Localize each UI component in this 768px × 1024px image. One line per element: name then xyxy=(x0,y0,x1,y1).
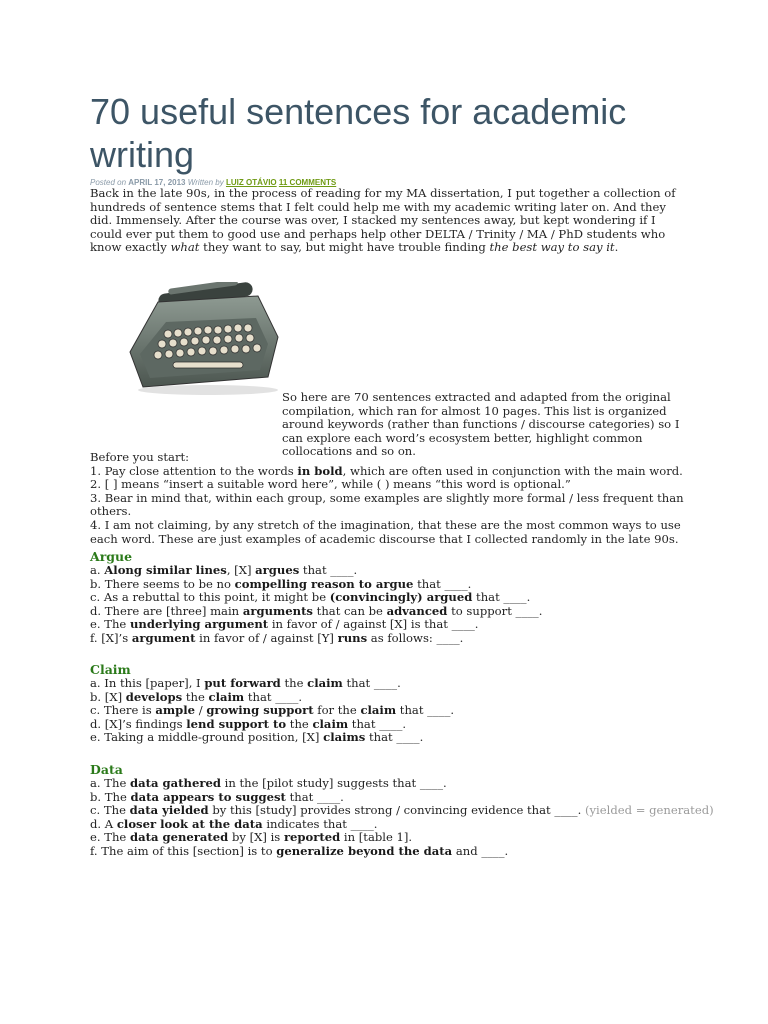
post-date: APRIL 17, 2013 xyxy=(128,178,186,187)
instruction-4: 4. I am not claiming, by any stretch of the imagination, that these are the most common ways to use each word. These are just examples of academic discourse that I collected randomly in the late 90s. xyxy=(90,517,681,546)
page-title: 70 useful sentences for academic writing xyxy=(90,91,627,175)
list-item: a. Along similar lines, [X] argues that ____. xyxy=(90,563,358,577)
list-item: e. The underlying argument in favor of / against [X] is that ____. xyxy=(90,617,479,631)
emphasis-what: what xyxy=(170,240,200,255)
list-item: e. The data generated by [X] is reported in [table 1]. xyxy=(90,830,413,844)
comments-link[interactable]: 11 COMMENTS xyxy=(278,178,337,187)
list-item: b. [X] develops the claim that ____. xyxy=(90,689,303,704)
typewriter-image xyxy=(118,282,283,397)
list-item: a. The data gathered in the [pilot study] suggests that ____. xyxy=(90,776,447,790)
list-item: b. There seems to be no compelling reason to argue that ____. xyxy=(90,576,472,591)
after-image-paragraph: So here are 70 sentences extracted and adapted from the original compilation, which ran for almost 10 pages. This list is organized around keywords (rather than functions / discourse categories) so I can explore each word’s ecosystem better, highlight common collocations and so on. xyxy=(282,390,680,459)
list-item: d. [X]’s findings lend support to the claim that ____. xyxy=(90,716,407,731)
list-item: a. In this [paper], I put forward the claim that ____. xyxy=(90,676,401,690)
section-heading-data: Data xyxy=(90,762,123,777)
claim-list xyxy=(90,677,686,745)
list-item: c. As a rebuttal to this point, it might be (convincingly) argued that ____. xyxy=(90,590,531,604)
instruction-2: 2. [ ] means “insert a suitable word here”, while ( ) means “this word is optional.” xyxy=(90,477,571,492)
argue-list xyxy=(90,564,686,645)
instruction-3: 3. Bear in mind that, within each group, some examples are slightly more formal / less frequent than others. xyxy=(90,490,684,519)
list-item: e. Taking a middle-ground position, [X] claims that ____. xyxy=(90,730,424,744)
list-item: f. The aim of this [section] is to generalize beyond the data and ____. xyxy=(90,843,509,858)
emphasis-best-way: the best way to say it xyxy=(489,240,615,255)
section-heading-argue: Argue xyxy=(90,549,133,564)
list-item: b. The data appears to suggest that ____. xyxy=(90,789,344,804)
written-by-label: Written by xyxy=(187,178,224,187)
list-item: f. [X]’s argument in favor of / against [Y] runs as follows: ____. xyxy=(90,630,464,645)
posted-on-label: Posted on xyxy=(90,178,127,187)
list-item: c. There is ample / growing support for the claim that ____. xyxy=(90,703,455,717)
list-item: d. There are [three] main arguments that can be advanced to support ____. xyxy=(90,603,543,618)
section-heading-claim: Claim xyxy=(90,662,131,677)
instruction-1: 1. Pay close attention to the words in bold, which are often used in conjunction with the main word. xyxy=(90,463,683,478)
list-item: c. The data yielded by this [study] provides strong / convincing evidence that ____. (yielded = generated) xyxy=(90,803,714,817)
list-item: d. A closer look at the data indicates that ____. xyxy=(90,816,378,831)
author-link[interactable]: LUIZ OTÁVIO xyxy=(225,178,277,187)
before-you-start: Before you start: 1. Pay close attention to the words in bold, which are often used in conjunction with the main word. 2. [ ] means “insert a suitable word here”, while ( ) means “this word is optional.” 3. Bear in mind that, within each group, some examples are slightly more formal / less frequent than others. 4. I am not claiming, by any stretch of the imagination, that these are the most common ways to use each word. These are just examples of academic discourse that I collected randomly in the late 90s. xyxy=(90,451,686,546)
intro-paragraph: Back in the late 90s, in the process of reading for my MA dissertation, I put together a collection of hundreds of sentence stems that I felt could help me with my academic writing later on. And they did. Immensely. After the course was over, I stacked my sentences away, but kept wondering if I could ever put them to good use and perhaps help other DELTA / Trinity / MA / PhD students who know exactly what they want to say, but might have trouble finding the best way to say it. xyxy=(90,186,676,255)
data-list xyxy=(90,776,714,858)
